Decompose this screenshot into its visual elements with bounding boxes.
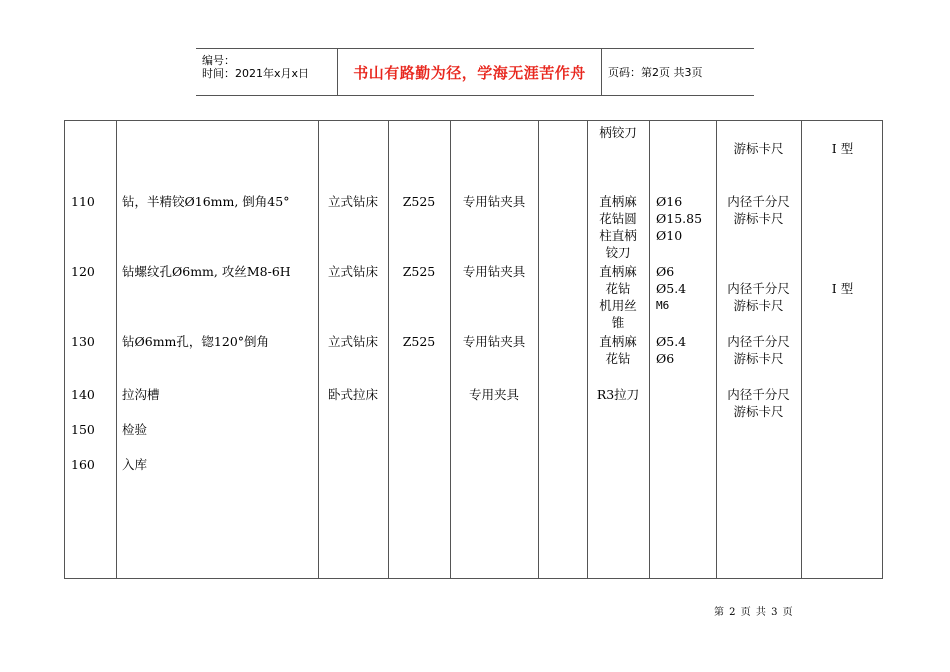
model-cell: Z525: [402, 194, 436, 209]
number-label: 编号：: [202, 54, 235, 67]
fixture-cell: 专用钻夹具: [462, 334, 526, 349]
cutter-spec: Ø6: [656, 351, 675, 366]
process-table: [64, 120, 883, 579]
cutter-spec: M6: [656, 299, 670, 312]
gauge-line: 内径千分尺: [727, 387, 790, 402]
header-meta: [196, 49, 338, 95]
machine-cell: 立式钻床: [327, 264, 378, 279]
model-cell: Z525: [402, 334, 436, 349]
fixture-cell: 专用夹具: [468, 387, 519, 402]
cutter-line: R3拉刀: [596, 387, 640, 402]
operation-name: 入库: [122, 457, 148, 472]
cutter-line: 直柄麻: [599, 334, 637, 349]
cutter-line: 直柄麻: [599, 264, 637, 279]
note-cell: I 型: [831, 281, 854, 296]
gauge-line: 游标卡尺: [733, 404, 784, 419]
gauge-line: 内径千分尺: [727, 194, 790, 209]
cutter-line: 柱直柄: [599, 228, 637, 243]
motto-text: 书山有路勤为径，学海无涯苦作舟: [353, 63, 586, 82]
gauge-line: 游标卡尺: [733, 351, 784, 366]
seq-cell: 150: [71, 422, 95, 437]
col-divider: [801, 121, 802, 578]
page-header: [196, 48, 754, 96]
operation-name: 钻Ø6mm孔，锪120°倒角: [122, 334, 270, 349]
cutter-spec: Ø5.4: [656, 281, 687, 296]
seq-cell: 140: [71, 387, 95, 402]
note-cell: I 型: [831, 141, 854, 156]
seq-cell: 120: [71, 264, 95, 279]
cutter-spec: Ø6: [656, 264, 675, 279]
operation-name: 钻，半精铰Ø16mm, 倒角45°: [122, 194, 290, 209]
page-info: 页码：第2页 共3页: [608, 66, 703, 79]
cutter-line: 机用丝: [599, 298, 637, 313]
operation-name: 检验: [122, 422, 148, 437]
header-page-cell: [602, 49, 754, 95]
gauge-line: 游标卡尺: [733, 298, 784, 313]
machine-cell: 立式钻床: [327, 194, 378, 209]
cutter-line: 花钻: [605, 351, 631, 366]
gauge-line: 内径千分尺: [727, 334, 790, 349]
seq-cell: 160: [71, 457, 95, 472]
page-footer: 第 2 页 共 3 页: [714, 607, 794, 618]
cutter-line: 直柄麻: [599, 194, 637, 209]
col-divider: [649, 121, 650, 578]
cutter-line: 花钻: [605, 281, 631, 296]
model-cell: Z525: [402, 264, 436, 279]
fixture-cell: 专用钻夹具: [462, 194, 526, 209]
seq-cell: 130: [71, 334, 95, 349]
cutter-line: 柄铰刀: [599, 125, 637, 140]
cutter-line: 铰刀: [605, 245, 631, 260]
seq-cell: 110: [71, 194, 95, 209]
gauge-line: 游标卡尺: [733, 211, 784, 226]
cutter-spec: Ø10: [656, 228, 683, 243]
cutter-spec: Ø5.4: [656, 334, 687, 349]
cutter-line: 锥: [611, 315, 625, 330]
fixture-cell: 专用钻夹具: [462, 264, 526, 279]
cutter-spec: Ø15.85: [656, 211, 703, 226]
cutter-spec: Ø16: [656, 194, 683, 209]
header-motto-cell: [338, 49, 602, 95]
machine-cell: 卧式拉床: [327, 387, 378, 402]
operation-name: 拉沟槽: [122, 387, 160, 402]
gauge-line: 内径千分尺: [727, 281, 790, 296]
operation-name: 钻螺纹孔Ø6mm, 攻丝M8-6H: [122, 264, 291, 279]
col-divider: [116, 121, 117, 578]
machine-cell: 立式钻床: [327, 334, 378, 349]
col-divider: [538, 121, 539, 578]
time-label: 时间：2021年x月x日: [202, 67, 310, 80]
cutter-line: 花钻圆: [599, 211, 637, 226]
gauge-line: 游标卡尺: [733, 141, 784, 156]
